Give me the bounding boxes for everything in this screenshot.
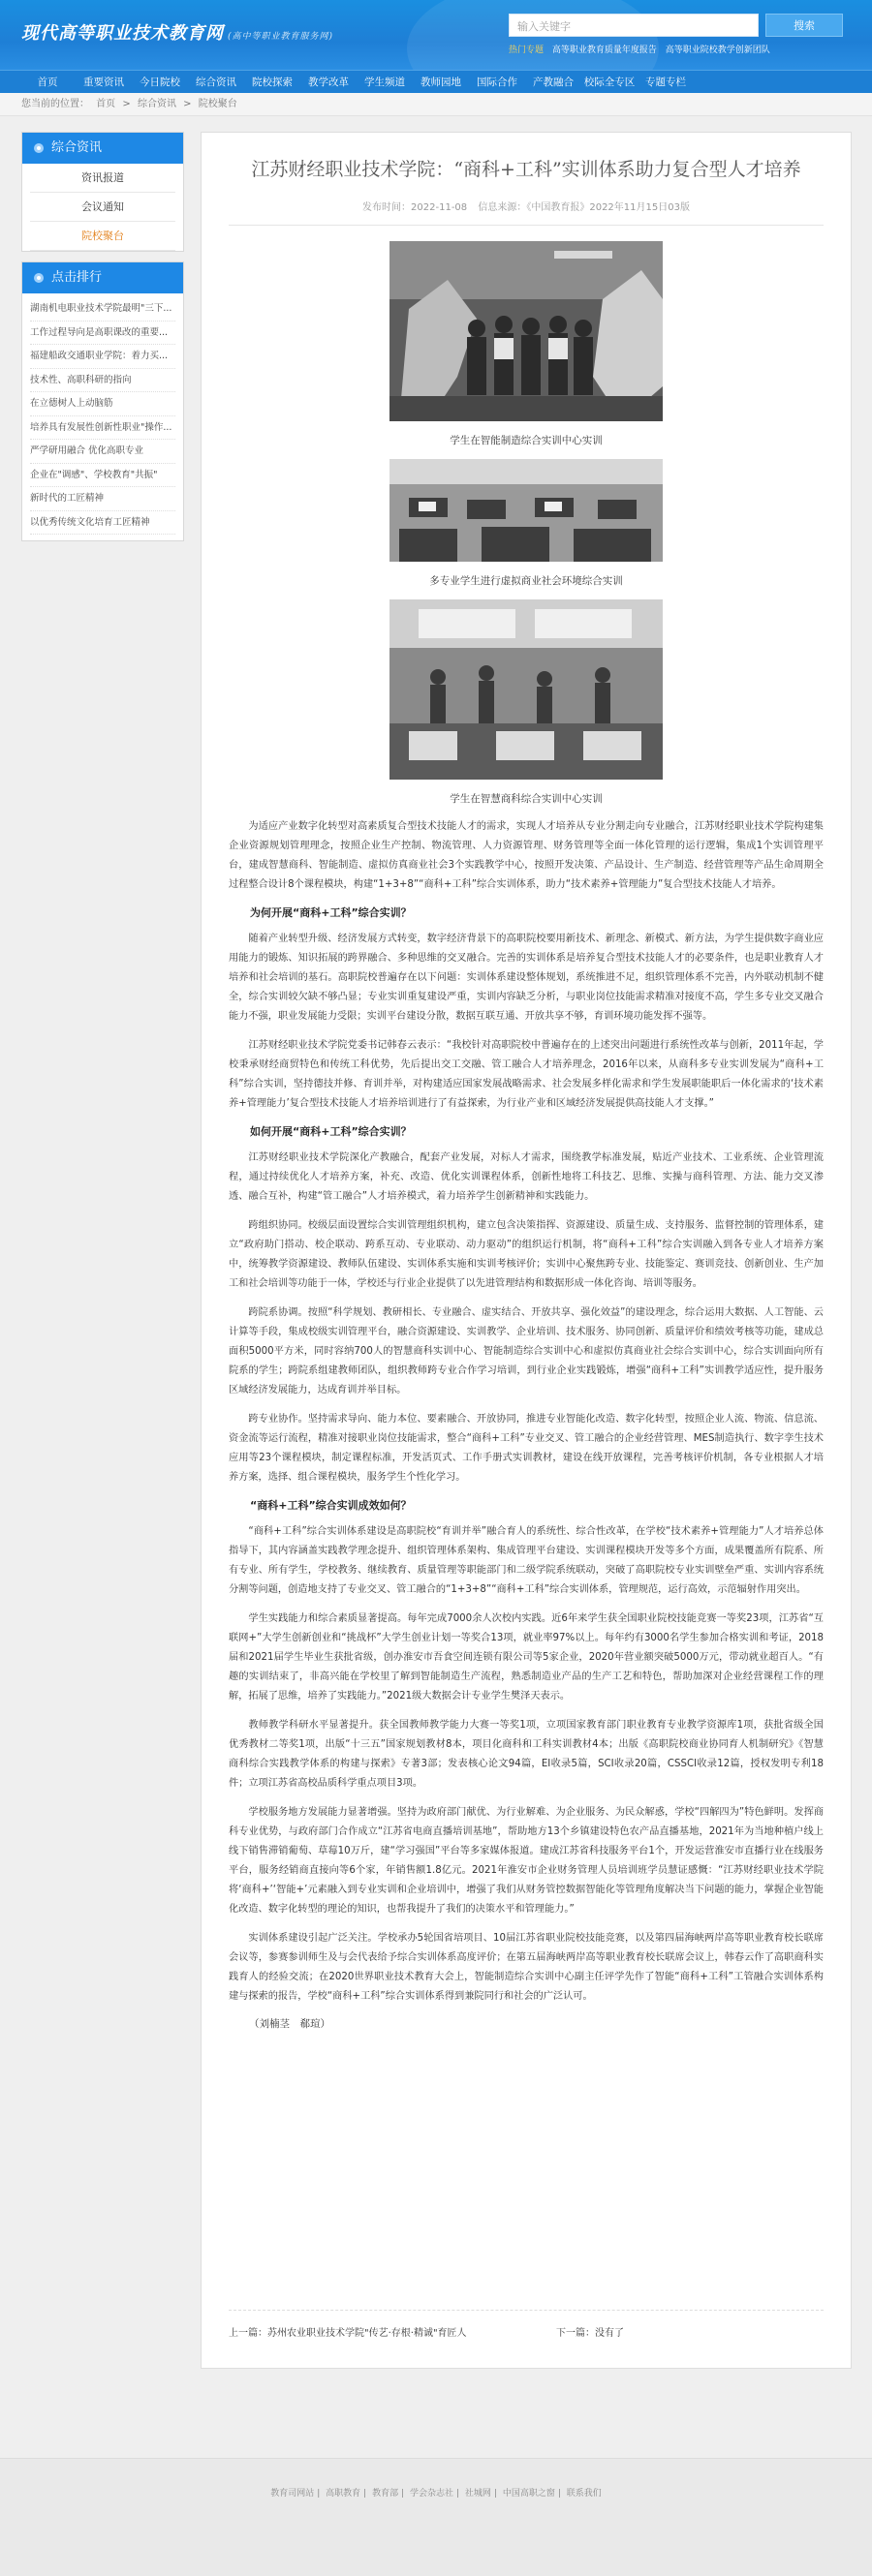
- publish-time: 发布时间：2022-11-08: [362, 202, 468, 213]
- sidebar: [21, 132, 184, 551]
- article: [201, 132, 852, 2369]
- logo-text[interactable]: 现代高等职业技术教育网: [21, 23, 224, 44]
- ranking-item[interactable]: 湖南机电职业技术学院最明"三下...: [30, 297, 175, 322]
- nav-item[interactable]: 校际全专区: [583, 77, 636, 88]
- main-container: [0, 116, 872, 2489]
- nav-item[interactable]: 教学改革: [308, 77, 349, 88]
- sidebar-item-notices[interactable]: 会议通知: [30, 193, 175, 222]
- nav-item[interactable]: 国际合作: [477, 77, 517, 88]
- sidebar-news-menu: [22, 164, 183, 251]
- search-button[interactable]: 搜索: [765, 14, 843, 37]
- logo-subtext: (高中等职业教育服务网): [228, 32, 334, 42]
- footer-link[interactable]: 教育部: [372, 2489, 399, 2499]
- article-paragraph: 跨院系协调。按照“科学规划、教研相长、专业融合、虚实结合、开放共享、强化效益”的建设理念，综合运用大数据、人工智能、云计算等手段，集成校级实训管理平台，融合资源建设、实训教学、企业培训、技术服务、协同创新、质量评价和绩效考核等功能，建成总面积5000平方米，同时容纳700人的智慧商科实训中心、智能制造综合实训中心和虚拟仿真商业社会综合实训中心，综合实训面向所有院系的学生；跨院系组建教师团队，组织教师跨专业合作学习培训，到行业企业实践锻炼，增强“商科+工科”实训教学适应性，提升服务区域经济发展能力，达成育训并举目标。: [229, 1307, 824, 1395]
- next-title-link[interactable]: 没有了: [595, 2328, 624, 2339]
- site-footer: [0, 2458, 872, 2576]
- ranking-item[interactable]: 福建船政交通职业学院：着力买...: [30, 345, 175, 369]
- nav-item[interactable]: 专题专栏: [645, 77, 686, 88]
- sidebar-ranking-title: [22, 262, 183, 293]
- nav-item[interactable]: 今日院校: [140, 77, 180, 88]
- nav-item[interactable]: 学生频道: [364, 77, 405, 88]
- sidebar-news-title: [22, 133, 183, 164]
- search-input[interactable]: 输入关键字: [509, 14, 759, 37]
- article-paragraph: 教师教学科研水平显著提升。获全国教师教学能力大赛一等奖1项，立项国家教育部门职业教育专业教学资源库1项，获批省级全国优秀教材二等奖1项，出版“十三五”国家规划教材8本，项目化商科和工科实训教材4本；出版《高职院校商业协同育人机制研究》《智慧商科综合实践教学体系的构建与探索》专著3部；发表核心论文94篇，EI收录5篇，SCI收录20篇，CSSCI收录12篇，授权发明专利18件；立项江苏省高校品质科学重点项目3项。: [229, 1720, 824, 1789]
- hot-topics-label: 热门专题: [509, 46, 545, 55]
- hot-topic-link[interactable]: 高等职业院校教学创新团队: [665, 46, 770, 55]
- bullet-icon: [34, 273, 44, 283]
- article-paragraph: 随着产业转型升级、经济发展方式转变，数字经济背景下的高职院校要用新技术、新理念、新模式、新方法，为学生提供数字商业应用能力的锻炼、知识拓展的跨界融合、多种思维的交叉融合。完善的实训体系是培养复合型技术技能人才的必要条件，也是职业教育人才培养和社会培训的基石。高职院校普遍存在以下问题：实训体系建设整体规划，系统推进不足，组织管理体系不完善，内外联动机制不健全，综合实训较欠缺不够凸显；专业实训重复建设严重，实训内容缺乏分析，与职业岗位技能需求精准对接度不高，学生多专业交叉融合能力不强，职业发展能力受限；实训平台建设分散，数据互联互通、开放共享不够，育训环境功能发挥不强等。: [229, 934, 824, 1022]
- article-meta: [229, 199, 824, 213]
- nav-item[interactable]: 综合资讯: [196, 77, 236, 88]
- breadcrumb-label: 您当前的位置：: [21, 99, 89, 109]
- nav-item[interactable]: 院校探索: [252, 77, 293, 88]
- photo-caption: 学生在智能制造综合实训中心实训: [450, 435, 603, 446]
- next-label: 下一篇：: [556, 2328, 595, 2339]
- footer-links: 教育司网站 | 高职教育 | 教育部 | 学会杂志社 | 社城网 | 中国高职之窗 | 联系我们: [270, 2489, 602, 2499]
- sidebar-title-text: 点击排行: [51, 270, 103, 285]
- footer-link[interactable]: 教育司网站: [270, 2489, 315, 2499]
- article-paragraph: 江苏财经职业技术学院深化产教融合，配套产业发展，对标人才需求，围绕教学标准发展，贴近产业技术、工业系统、企业管理流程，通过持续优化人才培养方案，补充、改造、优化实训课程体系，创新性地将工科技艺、思维、实操与商科管理、方法、能力交叉渗透、融合互补，构建“管工融合”人才培养模式，着力培养学生创新精神和实践能力。: [229, 1152, 824, 1202]
- section-heading: 为何开展“商科+工科”综合实训？: [250, 906, 412, 919]
- ranking-item[interactable]: 培养具有发展性创新性职业"操作...: [30, 416, 175, 441]
- sidebar-ranking-box: [21, 261, 184, 541]
- article-paragraph: 学生实践能力和综合素质显著提高。每年完成7000余人次校内实践。近6年来学生获全国职业院校技能竞赛一等奖23项，江苏省“互联网+”大学生创新创业和“挑战杯”大学生创业计划一等奖合13项，就业率97%以上。每年约有3000名学生参加合格实训和考证，2018届和2021届学生毕业生获批省级，创办淮安市吾食空间连锁有限公司等5家企业，2020年营业额突破5000万元，带动就业超百人。“有趣的实训结束了，非高兴能在学校里了解到智能制造生产流程，熟悉制造业产品的生产工艺和特色，帮助加深对企业经营课程工作的理解，拓展了思维，培养了实践能力。”2021级大数据会计专业学生樊泽天表示。: [229, 1613, 824, 1702]
- photo-caption: 多专业学生进行虚拟商业社会环境综合实训: [429, 575, 623, 587]
- breadcrumb: [0, 93, 872, 116]
- breadcrumb-link-home[interactable]: 首页: [96, 99, 116, 109]
- section-heading: 如何开展“商科+工科”综合实训？: [250, 1125, 412, 1138]
- article-paragraph: “商科+工科”综合实训体系建设是高职院校“育训并举”融合育人的系统性、综合性改革，在学校“技术素养+管理能力”人才培养总体指导下，其内容涵盖实践教学理念提升、组织管理体系架构、集成管理平台建设、实训课程模块开发等多个方面，成果覆盖所有院系、所有专业、所有学生，学校教务、继续教育、质量管理等职能部门和二级学院系统联动，突破了高职院校专业实训壁垒严重、实训内容系统分割等问题，创造地支持了专业交叉、管工融合的“1+3+8”“商科+工科”综合实训体系，管理规范，运行高效，示范辐射作用突出。: [229, 1526, 824, 1595]
- sidebar-item-colleges[interactable]: 院校聚台: [30, 222, 175, 251]
- ranking-item[interactable]: 工作过程导向是高职课改的重要...: [30, 322, 175, 346]
- footer-link[interactable]: 学会杂志社: [409, 2489, 453, 2499]
- main-nav: [0, 70, 872, 93]
- breadcrumb-separator: >: [122, 99, 131, 109]
- hot-topic-link[interactable]: 高等职业教育质量年度报告: [551, 46, 657, 55]
- footer-link[interactable]: 中国高职之窗: [502, 2489, 555, 2499]
- source: 信息来源：《中国教育报》2022年11月15日03版: [478, 202, 690, 213]
- nav-item[interactable]: 重要资讯: [83, 77, 124, 88]
- footer-link[interactable]: 社城网: [464, 2489, 491, 2499]
- ranking-item[interactable]: 企业在"调感"、学校教育"共振": [30, 464, 175, 488]
- article-paragraph: 为适应产业数字化转型对高素质复合型技术技能人才的需求，实现人才培养从专业分割走向专业融合，江苏财经职业技术学院构建集企业资源规划管理理念，按照企业生产控制、物流管理、人力资源管理、财务管理等全面一体化管理的运行逻辑，集成1个实训管理平台，建成智慧商科、智能制造、虚拟仿真商业社会3个实践教学中心，按照开发决策、产品设计、生产制造、经营管理等产品生命周期全过程整合设计8个课程模块，构建“1+3+8”“商科+工科”综合实训体系，助力“技术素养+管理能力”复合型技术技能人才培养。: [229, 821, 824, 890]
- photo-smart-business: [389, 599, 663, 780]
- nav-item[interactable]: 教师园地: [420, 77, 461, 88]
- breadcrumb-link-current[interactable]: 院校聚台: [198, 99, 237, 109]
- divider: [229, 225, 824, 226]
- nav-item[interactable]: 产教融合: [533, 77, 574, 88]
- ranking-item[interactable]: 新时代的工匠精神: [30, 487, 175, 511]
- article-paragraph: 实训体系建设引起广泛关注。学校承办5轮国省培项目、10届江苏省职业院校技能竞赛，以及第四届海峡两岸高等职业教育校长联席会议等，参赛参训师生及与会代表给予综合实训体系高度评价；在第五届海峡两岸高等职业教育校长联席会议上，韩春云作了高职商科实践育人的经验交流；在2020世界职业技术教育大会上，智能制造综合实训中心副主任评学先作了智能“商科+工科”工管融合实训体系构建与探索的报告，学校“商科+工科”综合实训体系得到兼院同行和社会的广泛认可。: [229, 1933, 824, 2002]
- ranking-item[interactable]: 在立德树人上动脑筋: [30, 392, 175, 416]
- breadcrumb-separator: >: [183, 99, 192, 109]
- breadcrumb-link-news[interactable]: 综合资讯: [137, 99, 176, 109]
- sidebar-item-reports[interactable]: 资讯报道: [30, 164, 175, 193]
- ranking-item[interactable]: 以优秀传统文化培育工匠精神: [30, 511, 175, 536]
- sidebar-title-text: 综合资讯: [51, 140, 103, 155]
- footer-link[interactable]: 联系我们: [566, 2489, 602, 2499]
- sidebar-news-box: [21, 132, 184, 252]
- hot-topics: [509, 43, 776, 55]
- prev-title-link[interactable]: 苏州农业职业技术学院"传艺·存根·精诚"育匠人: [267, 2328, 467, 2339]
- ranking-item[interactable]: 严学研用融合 优化高职专业: [30, 440, 175, 464]
- next-article[interactable]: [556, 2324, 624, 2339]
- site-header: [0, 0, 872, 70]
- article-paragraph: 跨专业协作。坚持需求导向、能力本位、要素融合、开放协同，推进专业智能化改造、数字化转型，按照企业人流、物流、信息流、资金流等运行流程，精准对接职业岗位技能需求，整合“商科+工科”专业交叉、管工融合的企业经营管理、MES制造执行、数字孪生技术应用等23个课程模块，制定课程标准，开发活页式、工作手册式实训教材，建设在线开放课程，完善考核评价机制，各专业根据人才培养方案，选择、组合课程模块，服务学生个性化学习。: [229, 1414, 824, 1483]
- prev-next-nav: [229, 2310, 824, 2339]
- bullet-icon: [34, 143, 44, 153]
- article-title: 江苏财经职业技术学院：“商科+工科”实训体系助力复合型人才培养: [251, 159, 801, 180]
- photo-intelligent-manufacturing: [389, 241, 663, 421]
- site-logo[interactable]: [21, 19, 333, 45]
- article-body: [229, 817, 824, 2007]
- section-heading: “商科+工科”综合实训成效如何？: [250, 1499, 412, 1512]
- article-author: （刘楠茎 郗瑄）: [249, 2018, 330, 2030]
- nav-item[interactable]: 首页: [37, 77, 58, 88]
- ranking-item[interactable]: 技术性、高职科研的指向: [30, 369, 175, 393]
- article-paragraph: 江苏财经职业技术学院党委书记韩春云表示：“我校针对高职院校中普遍存在的上述突出问题进行系统性改革与创新，2011年起，学校秉承财经商贸特色和传统工科优势，先后提出交工交融、管工融合人才培养理念，2016年以来，从商科多专业实训发展为“商科+工科”综合实训，坚持德技并修、育训并举，对构建适应国家发展战略需求、社会发展多样化需求和学生发展职能职后一体化需求的‘技术素养+管理能力’复合型技术技能人才培养培训进行了有益探索，为行业产业和区域经济发展提供高技能人才支撑。”: [229, 1040, 824, 1109]
- prev-article[interactable]: [229, 2324, 548, 2339]
- footer-link[interactable]: 高职教育: [326, 2489, 361, 2499]
- article-paragraph: 跨组织协同。校级层面设置综合实训管理组织机构，建立包含决策指挥、资源建设、质量生成、支持服务、监督控制的管理体系，建立“政府助门搭动、校企联动、跨系互动、专业联动、动力驱动”的组织运行机制，将“商科+工科”综合实训融入到各专业人才培养方案中，统筹教学资源建设、教师队伍建设、实训体系实施和实训考核评价；实训中心聚焦跨专业、技能鉴定、赛训竞技、创新创业、生产加工和社会培训等功能于一体，学校还与行业企业提供了以先进管理结构和数据形成一体化咨询、培训等服务。: [229, 1220, 824, 1289]
- article-paragraph: 学校服务地方发展能力显著增强。坚持为政府部门献优、为行业解难、为企业服务、为民众解惑，学校“四解四为”特色鲜明。发挥商科专业优势，与政府部门合作成立“江苏省电商直播培训基地”，帮助地方13个乡镇建设特色农产品直播基地，2021年为当地种植户线上线下销售滞销葡萄、草莓10万斤，建“学习强国”平台等多家媒体报道。建成江苏省科技服务平台1个，开发运营淮安市直播行业在线服务平台，服务经销商直接向等6个家，年销售额1.8亿元。2021年淮安市企业财务管理人员培训班学员慧证感慨：“江苏财经职业技术学院将‘商科+’‘智能+’元素融入到专业实训和企业培训中，增强了我们从财务管控数据智能化等管理角度解决当下问题的能力，掌握企业智能化改造、数字化转型的理论的知识，也帮我提升了我们的决策水平和管理能力。”: [229, 1807, 824, 1915]
- photo-virtual-business: [389, 459, 663, 562]
- prev-label: 上一篇：: [229, 2328, 267, 2339]
- photo-caption: 学生在智慧商科综合实训中心实训: [450, 793, 603, 805]
- ranking-list: [22, 293, 183, 540]
